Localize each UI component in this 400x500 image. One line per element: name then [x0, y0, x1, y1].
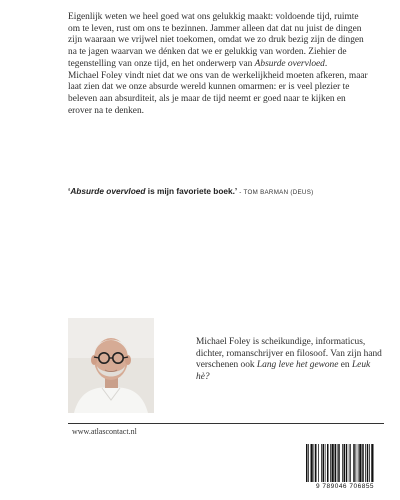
- blurb-paragraph-2: Michael Foley vindt niet dat we ons van de werkelijkheid moeten afkeren, maar laat zien dat we onze absurde wereld kunnen omarmen: er is veel plezier te beleven aan absurditeit, als je maar de tijd neemt er goed naar te kijken en erover na te denken.: [68, 70, 368, 116]
- barcode-bar: [314, 444, 315, 482]
- barcode-bar: [365, 444, 366, 482]
- barcode-bar: [315, 444, 317, 482]
- barcode-bar: [327, 444, 329, 482]
- bio-book-1: Lang leve het gewone: [256, 360, 339, 371]
- barcode-bar: [330, 444, 331, 482]
- barcode-bar: [337, 444, 338, 482]
- barcode-bar: [359, 444, 361, 482]
- barcode-bar: [306, 444, 308, 482]
- barcode-bar: [362, 444, 364, 482]
- barcode-bar: [369, 444, 370, 482]
- barcode-bar: [342, 444, 343, 482]
- blurb-paragraph-1: [68, 12, 368, 71]
- barcode-bar: [371, 444, 373, 482]
- barcode-bar: [346, 444, 348, 482]
- barcode-bar: [318, 444, 319, 482]
- blurb-text: [68, 12, 368, 117]
- barcode-bar: [353, 444, 355, 482]
- review-quote: [68, 186, 388, 196]
- bio-text: Michael Foley is scheikundige, informaticus, dichter, romanschrijver en filosoof. Van zijn hand verschenen ook: [196, 337, 382, 371]
- bio-book-2: Leuk hè?: [196, 360, 371, 383]
- barcode-bar: [338, 444, 340, 482]
- blurb-p1-end: .: [324, 58, 328, 69]
- divider: [68, 423, 384, 424]
- blurb-p1-text: Eigenlijk weten we heel goed wat ons gelukkig maakt: voldoende tijd, ruimte om te leven, rust om ons te bezinnen. Jammer alleen dat dat nu juist de dingen zijn waaraan we vrijwel niet toekomen, omdat we zo druk bezig zijn de dingen na te jagen waarvan we dénken dat we er gelukkig van worden. Ziehier de tegenstelling van onze tijd, en het onderwerp van: [68, 12, 364, 69]
- barcode-bar: [332, 444, 334, 482]
- barcode-bar: [321, 444, 322, 482]
- barcode-bar: [349, 444, 350, 482]
- barcode-bar: [358, 444, 359, 482]
- quote-attribution: - TOM BARMAN (DEUS): [237, 189, 314, 196]
- quote-open: ‘: [68, 186, 71, 196]
- barcode-bar: [311, 444, 313, 482]
- barcode-bar: [325, 444, 326, 482]
- barcode-bar: [323, 444, 325, 482]
- barcode-bar: [344, 444, 346, 482]
- barcode-bar: [308, 444, 309, 482]
- bio-connector: en: [338, 360, 352, 371]
- quote-text: is mijn favoriete boek.’: [145, 186, 238, 196]
- quote-book-title: Absurde overvloed: [70, 186, 146, 196]
- barcode-bar: [356, 444, 357, 482]
- author-bio: [196, 337, 382, 384]
- publisher-url: www.atlascontact.nl: [72, 427, 137, 436]
- blurb-book-title: Absurde overvloed: [254, 58, 325, 69]
- isbn-digits: 9 789046 706855: [300, 482, 390, 491]
- barcode-bar: [335, 444, 337, 482]
- author-photo: [68, 318, 154, 413]
- barcode-bar: [350, 444, 351, 482]
- barcode-bar: [367, 444, 369, 482]
